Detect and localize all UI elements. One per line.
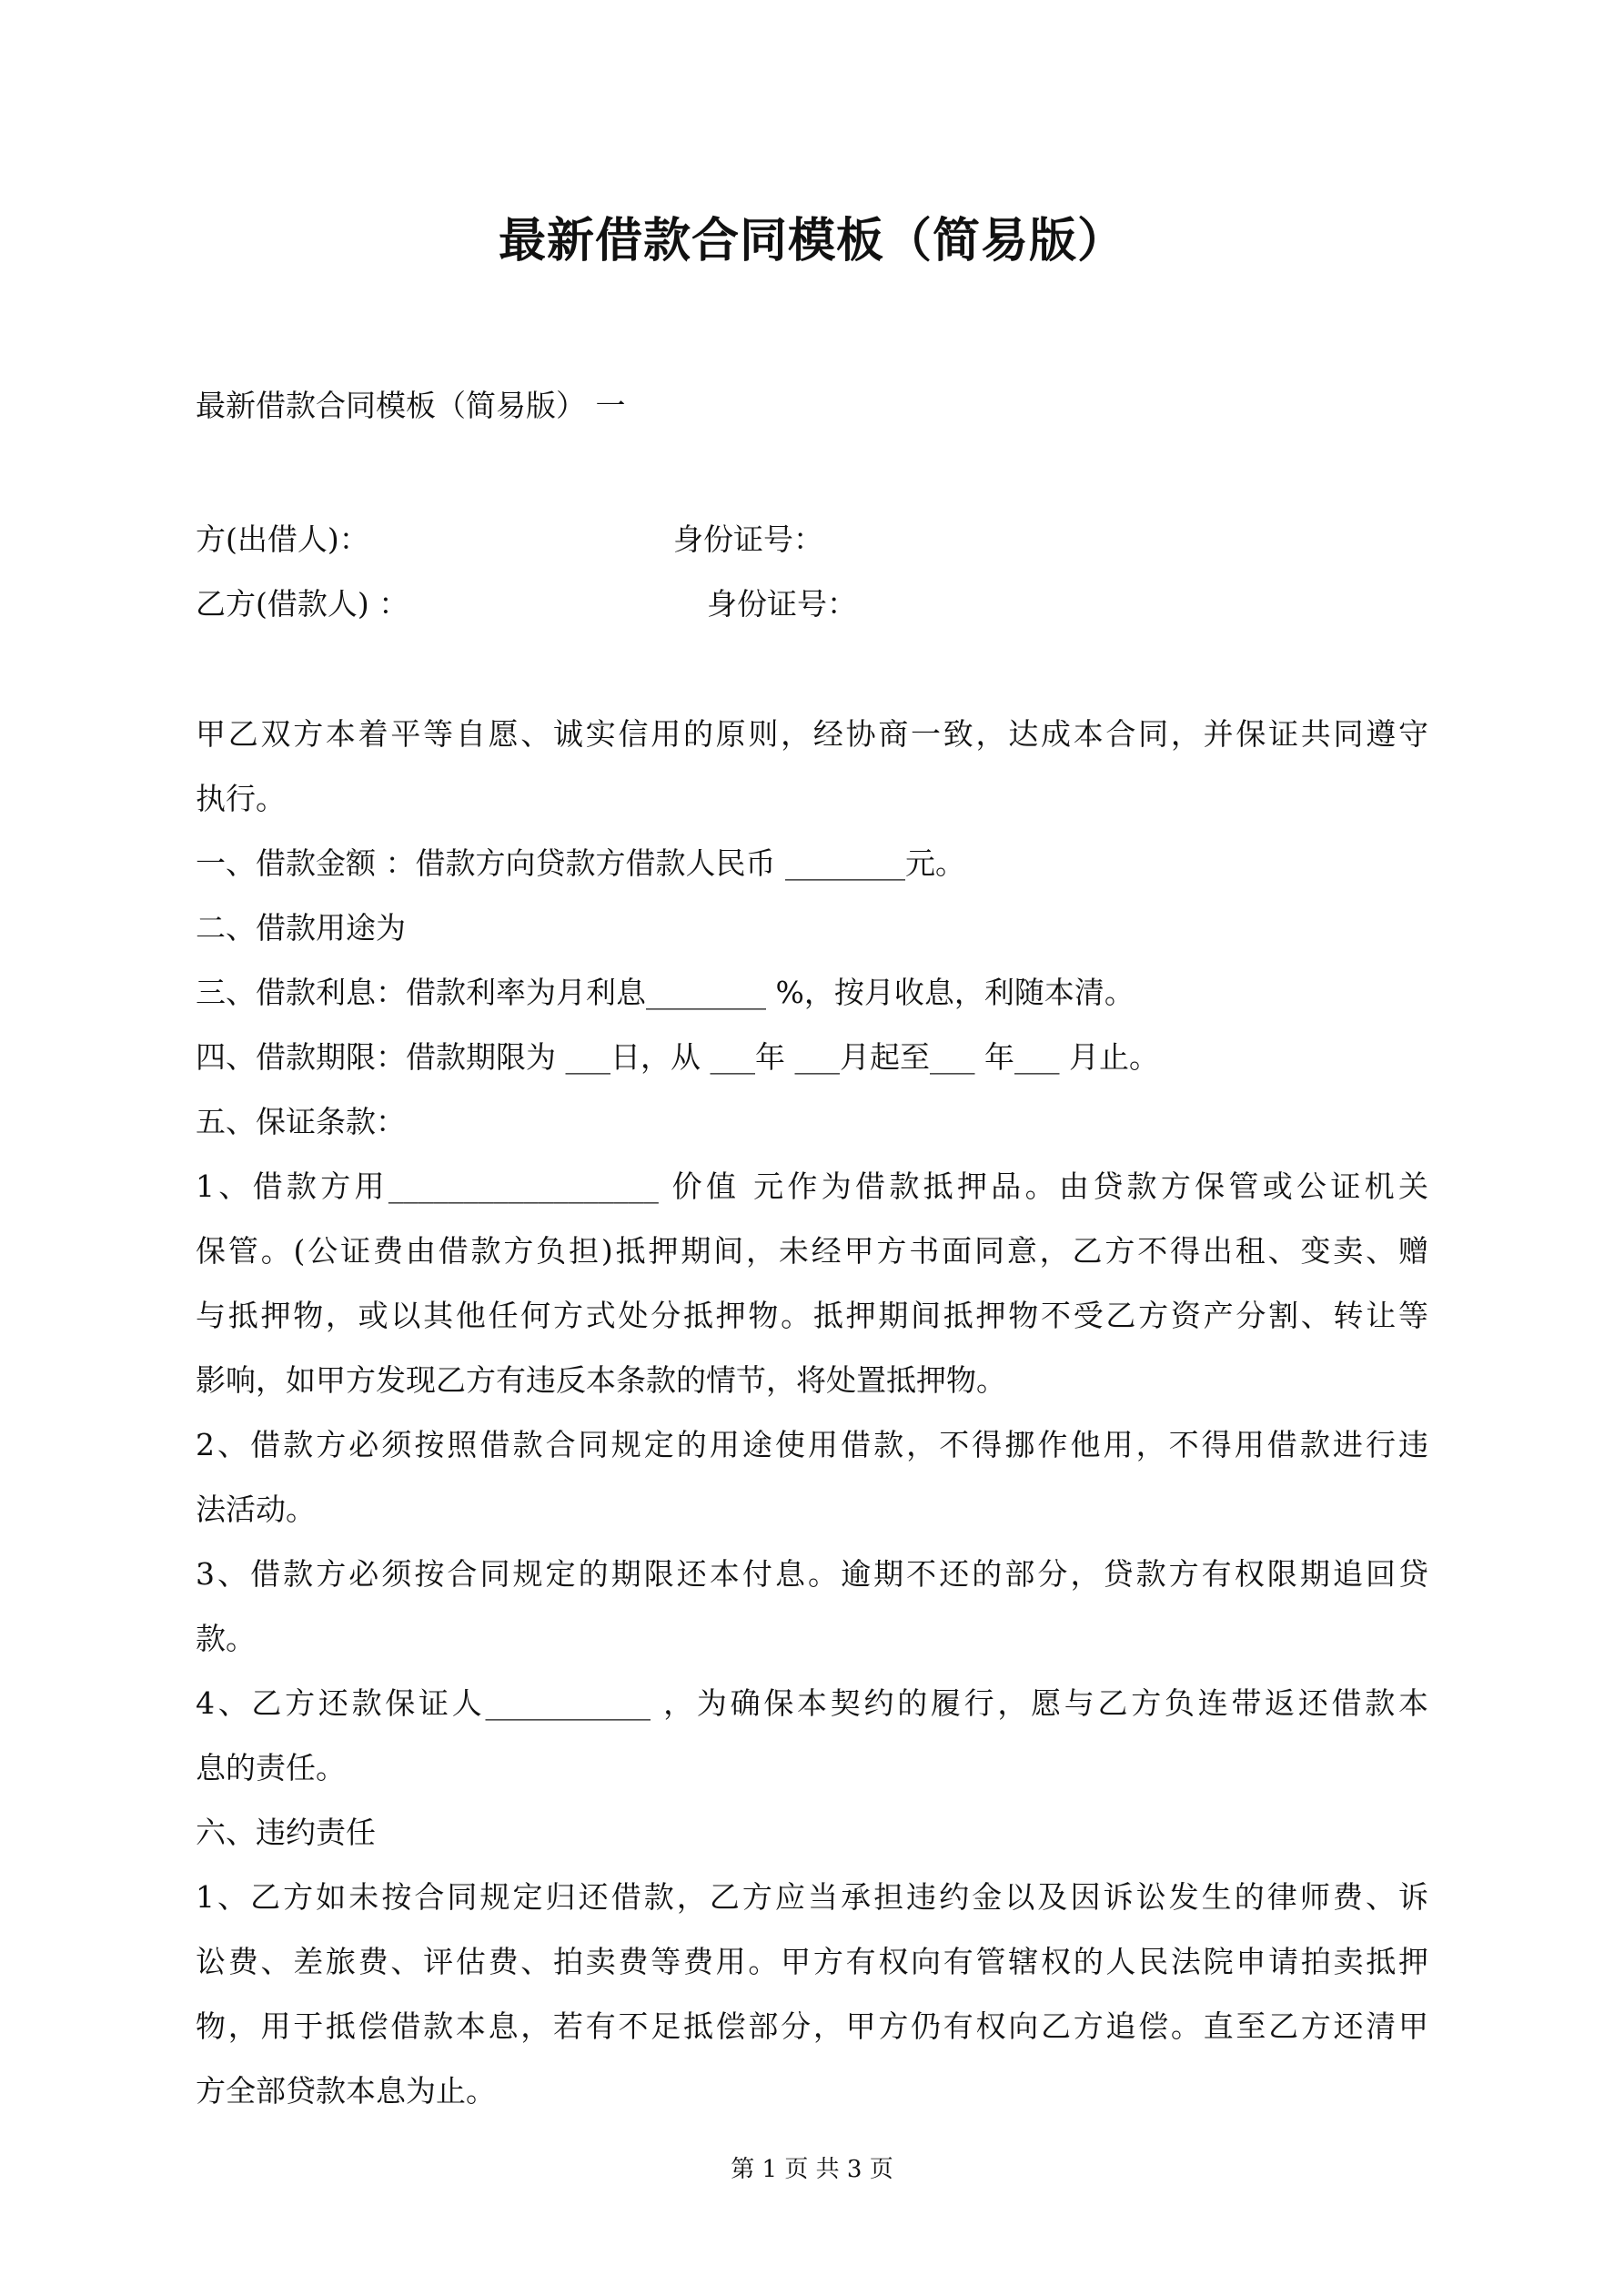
body-line: 讼费、差旅费、评估费、拍卖费等费用。甲方有权向有管辖权的人民法院申请拍卖抵押 bbox=[196, 1944, 1428, 1979]
body-line: 二、借款用途为 bbox=[196, 910, 406, 946]
body-line: 息的责任。 bbox=[196, 1750, 346, 1785]
body-line: 六、违约责任 bbox=[196, 1815, 376, 1850]
body-line: 一、借款金额 ：借款方向贷款方借款人民币 ________元。 bbox=[196, 845, 965, 881]
party-b-label: 乙方(借款人) ： bbox=[196, 586, 409, 622]
body-line: 影响，如甲方发现乙方有违反本条款的情节，将处置抵押物。 bbox=[196, 1362, 1006, 1398]
party-a-label: 方(出借人)： bbox=[196, 521, 369, 557]
body-line: 三、借款利息：借款利率为月利息________ %，按月收息，利随本清。 bbox=[196, 975, 1135, 1010]
body-line: 四、借款期限：借款期限为 ___日，从 ___年 ___月起至___ 年___ 月止。 bbox=[196, 1039, 1159, 1075]
body-line: 执行。 bbox=[196, 781, 286, 816]
body-line: 4、乙方还款保证人___________ ，为确保本契约的履行，愿与乙方负连带返还借款本 bbox=[196, 1685, 1428, 1721]
party-b-id-label: 身份证号： bbox=[707, 586, 857, 622]
body-line: 款。 bbox=[196, 1621, 256, 1656]
body-line: 与抵押物，或以其他任何方式处分抵押物。抵押期间抵押物不受乙方资产分割、转让等 bbox=[196, 1298, 1428, 1333]
page-footer: 第 1 页 共 3 页 bbox=[731, 2156, 893, 2183]
body-line: 甲乙双方本着平等自愿、诚实信用的原则，经协商一致，达成本合同，并保证共同遵守 bbox=[196, 716, 1428, 752]
document-title: 最新借款合同模板（简易版） bbox=[498, 213, 1125, 268]
body-line: 五、保证条款： bbox=[196, 1104, 406, 1139]
body-line: 物，用于抵偿借款本息，若有不足抵偿部分，甲方仍有权向乙方追偿。直至乙方还清甲 bbox=[196, 2008, 1428, 2044]
body-line: 方全部贷款本息为止。 bbox=[196, 2073, 496, 2109]
body-line: 3、借款方必须按合同规定的期限还本付息。逾期不还的部分，贷款方有权限期追回贷 bbox=[196, 1556, 1428, 1592]
body-line: 法活动。 bbox=[196, 1492, 316, 1527]
body-line: 1、借款方用__________________ 价值 元作为借款抵押品。由贷款方保管或公证机关 bbox=[196, 1168, 1428, 1204]
body-line: 2、借款方必须按照借款合同规定的用途使用借款，不得挪作他用，不得用借款进行违 bbox=[196, 1427, 1428, 1462]
body-line: 1、乙方如未按合同规定归还借款，乙方应当承担违约金以及因诉讼发生的律师费、诉 bbox=[196, 1879, 1428, 1915]
subtitle: 最新借款合同模板（简易版） 一 bbox=[196, 388, 626, 423]
party-a-id-label: 身份证号： bbox=[673, 521, 823, 557]
body-line: 保管。(公证费由借款方负担)抵押期间，未经甲方书面同意，乙方不得出租、变卖、赠 bbox=[196, 1233, 1428, 1269]
